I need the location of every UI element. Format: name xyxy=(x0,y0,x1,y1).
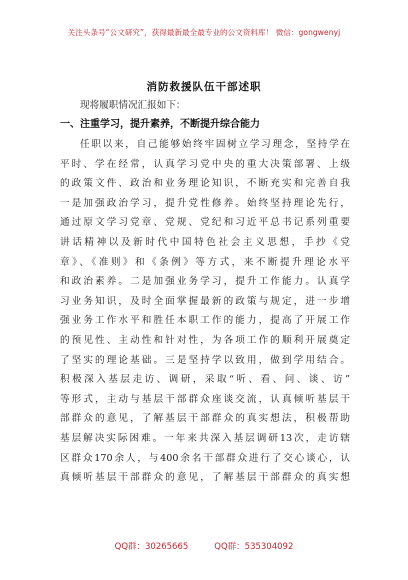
paragraph-line: 等形式，主动与基层干部群众座谈交流，认真倾听基层干 xyxy=(60,393,350,405)
section-1-paragraph xyxy=(60,135,350,488)
paragraph-line: 了坚实的理论基础。三是坚持学以致用，做到学用结合。 xyxy=(60,354,350,366)
section-heading-1: 一、注重学习，提升素养，不断提升综合能力 xyxy=(60,119,260,130)
paragraph-line: 强业务工作水平和胜任本职工作的能力，提高了开展工作 xyxy=(60,315,350,327)
footer-contact xyxy=(0,540,408,552)
header-promo-text[interactable]: 关注头条号“公文研究”，获得最新最全最专业的公文资料库！ 微信：gongwenyj xyxy=(67,28,341,37)
paragraph-line: 积极深入基层走访、调研，采取“听、看、问、谈、访” xyxy=(60,374,350,386)
paragraph-line: 真倾听基层干部群众的意见，了解基层干部群众的真实想 xyxy=(60,472,350,484)
paragraph-line: 习业务知识，及时全面掌握最新的政策与规定，进一步增 xyxy=(60,295,350,307)
footer-qq-group-2[interactable]: QQ群：535304092 xyxy=(214,542,294,552)
paragraph-line: 的政策文件、政治和业务理论知识，不断充实和完善自我 xyxy=(60,178,350,190)
paragraph-line: 基层解决实际困难。一年来共深入基层调研13次，走访辖 xyxy=(60,432,350,444)
footer-qq-group-1[interactable]: QQ群：30265665 xyxy=(114,542,189,552)
paragraph-line: 部群众的意见，了解基层干部群众的真实想法，积极帮助 xyxy=(60,413,350,425)
paragraph-line: 区群众170余人，与400余名干部群众进行了交心谈心，认 xyxy=(60,452,350,464)
paragraph-line: 通过原文学习党章、党规、党纪和习近平总书记系列重要 xyxy=(60,217,350,229)
paragraph-line: 讲话精神以及新时代中国特色社会主义思想，手抄《党 xyxy=(60,236,350,248)
paragraph-line: 任职以来，自己能够始终牢固树立学习理念，坚持学在 xyxy=(80,139,350,150)
paragraph-line: 章》、《准则》和《条例》等方式，来不断提升理论水平 xyxy=(60,256,350,268)
paragraph-line: 的预见性、主动性和针对性，为各项工作的顺利开展奠定 xyxy=(60,334,350,346)
paragraph-line: 和政治素养。二是加强业务学习，提升工作能力。认真学 xyxy=(60,276,350,288)
paragraph-line: 一是加强政治学习，提升党性修养。始终坚持理论先行， xyxy=(60,197,350,209)
document-title: 消防救援队伍干部述职 xyxy=(146,81,262,93)
intro-block xyxy=(60,96,350,116)
intro-line: 现将履职情况汇报如下： xyxy=(80,100,186,111)
paragraph-line: 平时、学在经常，认真学习党中央的重大决策部署、上级 xyxy=(60,158,350,170)
